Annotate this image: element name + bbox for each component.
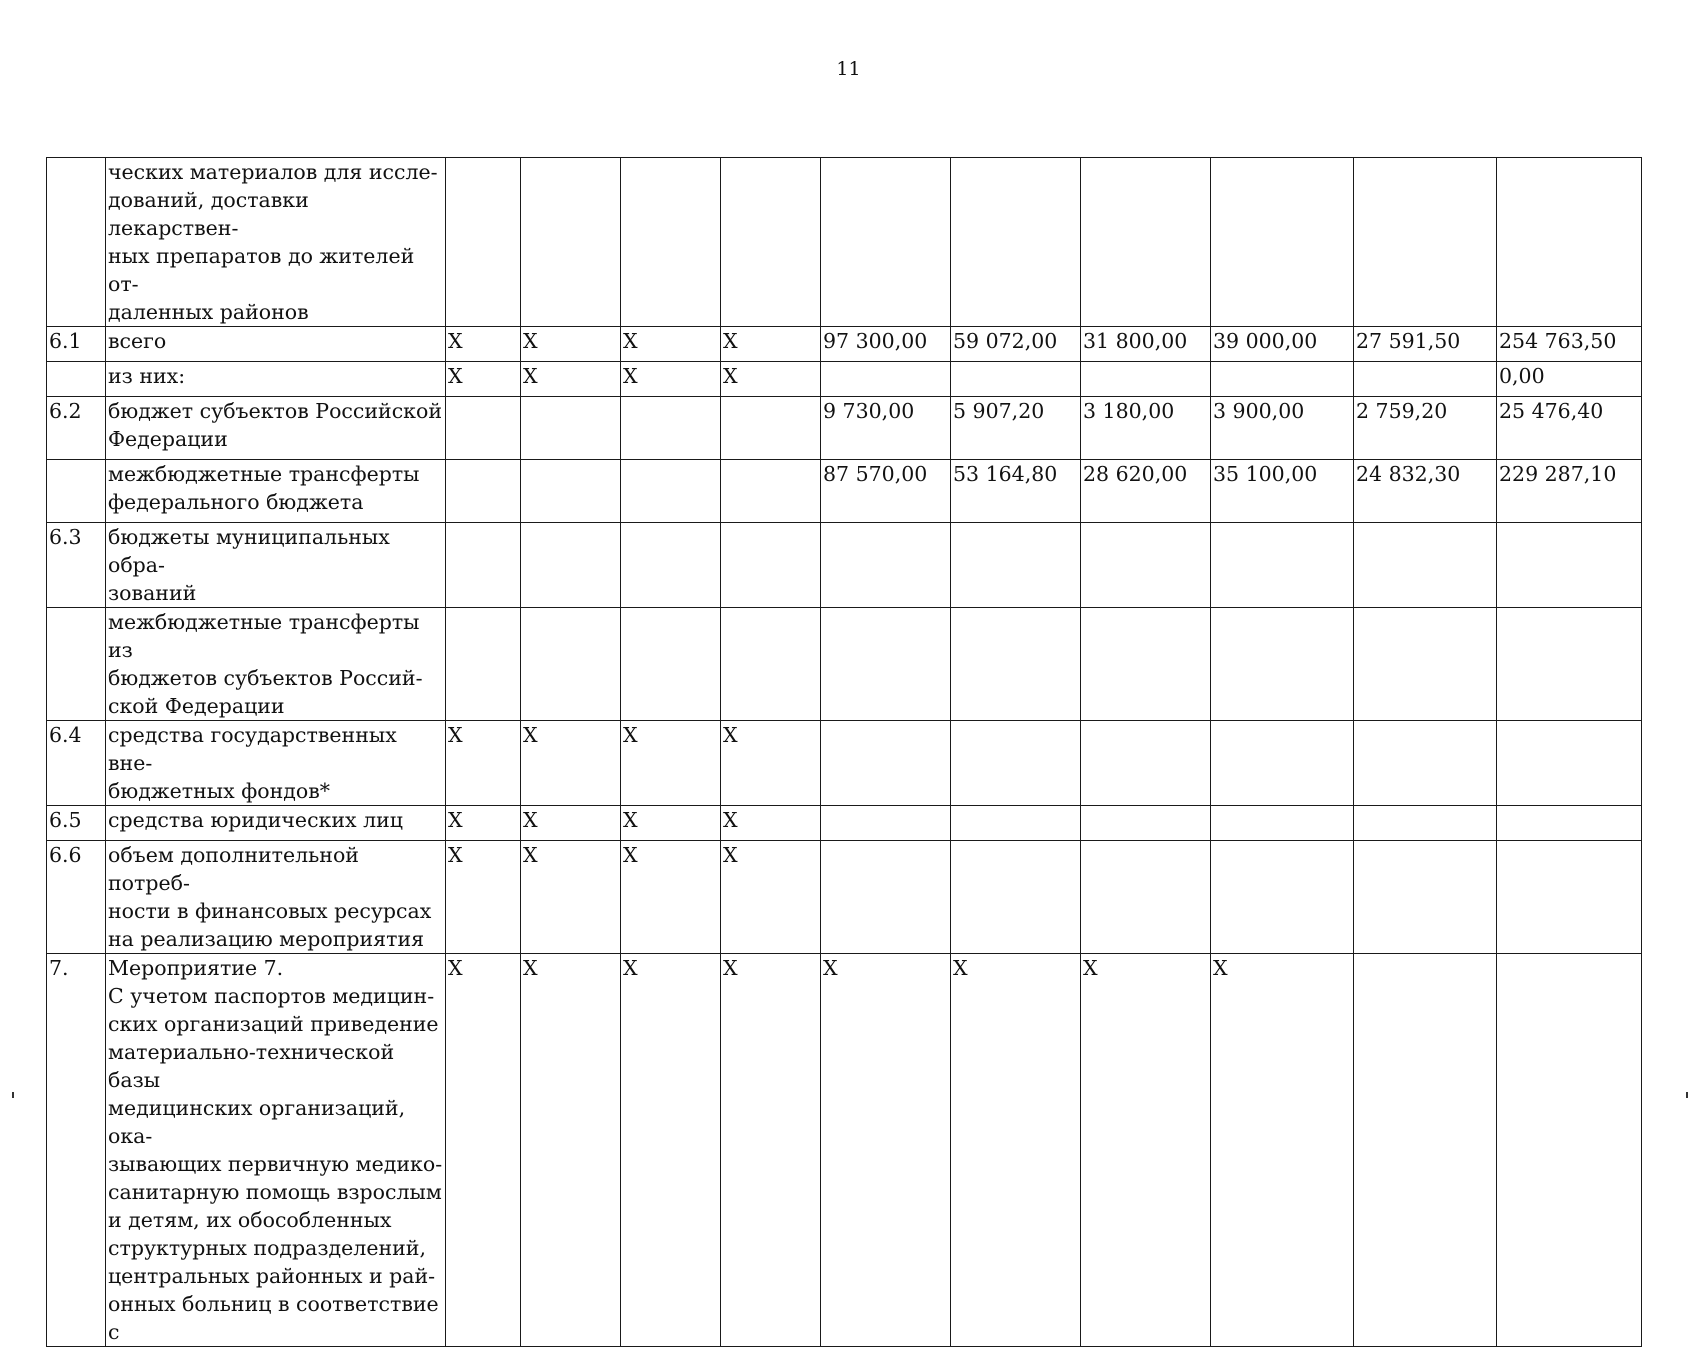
value-cell bbox=[621, 608, 721, 721]
value-cell bbox=[446, 397, 521, 460]
value-cell bbox=[621, 158, 721, 327]
row-name-cell: объем дополнительной потреб- ности в финансовых ресурсах на реализацию мероприятия bbox=[106, 841, 446, 954]
table-row bbox=[47, 523, 1642, 608]
value-cell bbox=[721, 397, 821, 460]
value-cell: 87 570,00 bbox=[821, 460, 951, 523]
value-cell: X bbox=[446, 841, 521, 954]
value-cell bbox=[1211, 608, 1354, 721]
value-cell: 53 164,80 bbox=[951, 460, 1081, 523]
table-row bbox=[47, 397, 1642, 460]
scan-mark-left bbox=[12, 1092, 14, 1098]
table-row bbox=[47, 608, 1642, 721]
value-cell bbox=[1354, 608, 1497, 721]
value-cell bbox=[951, 841, 1081, 954]
value-cell: 24 832,30 bbox=[1354, 460, 1497, 523]
value-cell bbox=[1211, 362, 1354, 397]
value-cell bbox=[1081, 806, 1211, 841]
value-cell bbox=[521, 460, 621, 523]
value-cell: X bbox=[621, 362, 721, 397]
value-cell: X bbox=[521, 841, 621, 954]
value-cell bbox=[446, 158, 521, 327]
table-row bbox=[47, 954, 1642, 1347]
value-cell: 59 072,00 bbox=[951, 327, 1081, 362]
value-cell bbox=[1081, 721, 1211, 806]
value-cell bbox=[951, 721, 1081, 806]
value-cell: X bbox=[621, 954, 721, 1347]
value-cell bbox=[1497, 158, 1642, 327]
value-cell: X bbox=[521, 721, 621, 806]
value-cell bbox=[951, 523, 1081, 608]
row-name-cell: бюджеты муниципальных обра- зований bbox=[106, 523, 446, 608]
value-cell: 5 907,20 bbox=[951, 397, 1081, 460]
row-number-cell: 7. bbox=[47, 954, 106, 1347]
row-number-cell: 6.2 bbox=[47, 397, 106, 460]
row-name-cell: межбюджетные трансферты федерального бюджета bbox=[106, 460, 446, 523]
value-cell: 3 900,00 bbox=[1211, 397, 1354, 460]
value-cell bbox=[721, 158, 821, 327]
value-cell: 25 476,40 bbox=[1497, 397, 1642, 460]
value-cell: X bbox=[721, 841, 821, 954]
value-cell bbox=[821, 608, 951, 721]
row-name-cell: из них: bbox=[106, 362, 446, 397]
value-cell: X bbox=[621, 841, 721, 954]
value-cell bbox=[1497, 721, 1642, 806]
row-name-cell: ческих материалов для иссле- дований, доставки лекарствен- ных препаратов до жителей от- даленных районов bbox=[106, 158, 446, 327]
value-cell: 39 000,00 bbox=[1211, 327, 1354, 362]
value-cell: X bbox=[446, 806, 521, 841]
row-name-cell: средства юридических лиц bbox=[106, 806, 446, 841]
value-cell: X bbox=[951, 954, 1081, 1347]
value-cell: X bbox=[621, 806, 721, 841]
table-row bbox=[47, 460, 1642, 523]
value-cell bbox=[951, 158, 1081, 327]
value-cell: X bbox=[721, 327, 821, 362]
table-row bbox=[47, 158, 1642, 327]
value-cell bbox=[1211, 841, 1354, 954]
value-cell: X bbox=[821, 954, 951, 1347]
value-cell: X bbox=[721, 362, 821, 397]
row-number-cell bbox=[47, 460, 106, 523]
value-cell: X bbox=[521, 362, 621, 397]
value-cell bbox=[621, 460, 721, 523]
value-cell: X bbox=[1211, 954, 1354, 1347]
row-number-cell bbox=[47, 608, 106, 721]
value-cell bbox=[1211, 158, 1354, 327]
value-cell bbox=[621, 523, 721, 608]
row-name-cell: средства государственных вне- бюджетных фондов* bbox=[106, 721, 446, 806]
value-cell bbox=[821, 841, 951, 954]
table-row bbox=[47, 362, 1642, 397]
value-cell bbox=[1081, 841, 1211, 954]
value-cell bbox=[821, 806, 951, 841]
row-number-cell bbox=[47, 362, 106, 397]
value-cell bbox=[1081, 608, 1211, 721]
value-cell: 27 591,50 bbox=[1354, 327, 1497, 362]
value-cell bbox=[951, 608, 1081, 721]
row-name-cell: всего bbox=[106, 327, 446, 362]
row-number-cell: 6.6 bbox=[47, 841, 106, 954]
value-cell bbox=[1497, 608, 1642, 721]
value-cell bbox=[1081, 523, 1211, 608]
value-cell bbox=[1497, 523, 1642, 608]
value-cell bbox=[721, 608, 821, 721]
value-cell: X bbox=[721, 721, 821, 806]
value-cell: X bbox=[446, 327, 521, 362]
value-cell: 254 763,50 bbox=[1497, 327, 1642, 362]
value-cell: X bbox=[621, 327, 721, 362]
row-name-cell: Мероприятие 7. С учетом паспортов медицин- ских организаций приведение материально-технической базы медицинских организаций, ока- зывающих первичную медико- санитарную помощь взрослым и детям, их обособленных структурных подразделений, центральных районных и рай- онных больниц в соответствие с bbox=[106, 954, 446, 1347]
value-cell bbox=[521, 608, 621, 721]
value-cell bbox=[1354, 721, 1497, 806]
page-number: 11 bbox=[836, 58, 861, 80]
value-cell bbox=[821, 158, 951, 327]
value-cell: X bbox=[446, 362, 521, 397]
value-cell: X bbox=[446, 954, 521, 1347]
value-cell bbox=[721, 460, 821, 523]
table-row bbox=[47, 806, 1642, 841]
value-cell bbox=[446, 460, 521, 523]
value-cell bbox=[1354, 158, 1497, 327]
value-cell bbox=[1497, 841, 1642, 954]
table-row bbox=[47, 327, 1642, 362]
row-number-cell: 6.3 bbox=[47, 523, 106, 608]
value-cell: 2 759,20 bbox=[1354, 397, 1497, 460]
value-cell: X bbox=[721, 954, 821, 1347]
value-cell: X bbox=[621, 721, 721, 806]
value-cell bbox=[446, 608, 521, 721]
value-cell bbox=[1211, 806, 1354, 841]
value-cell bbox=[951, 362, 1081, 397]
value-cell bbox=[1354, 841, 1497, 954]
value-cell: 35 100,00 bbox=[1211, 460, 1354, 523]
value-cell bbox=[1497, 954, 1642, 1347]
row-number-cell bbox=[47, 158, 106, 327]
value-cell: X bbox=[521, 954, 621, 1347]
value-cell: X bbox=[1081, 954, 1211, 1347]
value-cell: X bbox=[521, 327, 621, 362]
row-name-cell: межбюджетные трансферты из бюджетов субъектов Россий- ской Федерации bbox=[106, 608, 446, 721]
row-number-cell: 6.1 bbox=[47, 327, 106, 362]
value-cell bbox=[621, 397, 721, 460]
value-cell: X bbox=[721, 806, 821, 841]
row-number-cell: 6.5 bbox=[47, 806, 106, 841]
value-cell: 28 620,00 bbox=[1081, 460, 1211, 523]
value-cell: 229 287,10 bbox=[1497, 460, 1642, 523]
value-cell: 97 300,00 bbox=[821, 327, 951, 362]
value-cell bbox=[521, 397, 621, 460]
scan-mark-right bbox=[1686, 1092, 1688, 1098]
value-cell: X bbox=[446, 721, 521, 806]
value-cell bbox=[1354, 806, 1497, 841]
value-cell bbox=[721, 523, 821, 608]
budget-table bbox=[46, 157, 1642, 1347]
table-row bbox=[47, 721, 1642, 806]
value-cell: 9 730,00 bbox=[821, 397, 951, 460]
value-cell bbox=[821, 523, 951, 608]
row-number-cell: 6.4 bbox=[47, 721, 106, 806]
value-cell bbox=[521, 158, 621, 327]
value-cell bbox=[951, 806, 1081, 841]
value-cell bbox=[521, 523, 621, 608]
row-name-cell: бюджет субъектов Российской Федерации bbox=[106, 397, 446, 460]
value-cell: X bbox=[521, 806, 621, 841]
value-cell: 3 180,00 bbox=[1081, 397, 1211, 460]
table-row bbox=[47, 841, 1642, 954]
value-cell bbox=[1211, 523, 1354, 608]
value-cell bbox=[1354, 362, 1497, 397]
value-cell bbox=[1354, 523, 1497, 608]
value-cell bbox=[1081, 362, 1211, 397]
value-cell bbox=[1354, 954, 1497, 1347]
value-cell bbox=[821, 362, 951, 397]
value-cell: 0,00 bbox=[1497, 362, 1642, 397]
value-cell bbox=[1081, 158, 1211, 327]
value-cell bbox=[446, 523, 521, 608]
value-cell bbox=[821, 721, 951, 806]
value-cell bbox=[1497, 806, 1642, 841]
value-cell bbox=[1211, 721, 1354, 806]
value-cell: 31 800,00 bbox=[1081, 327, 1211, 362]
